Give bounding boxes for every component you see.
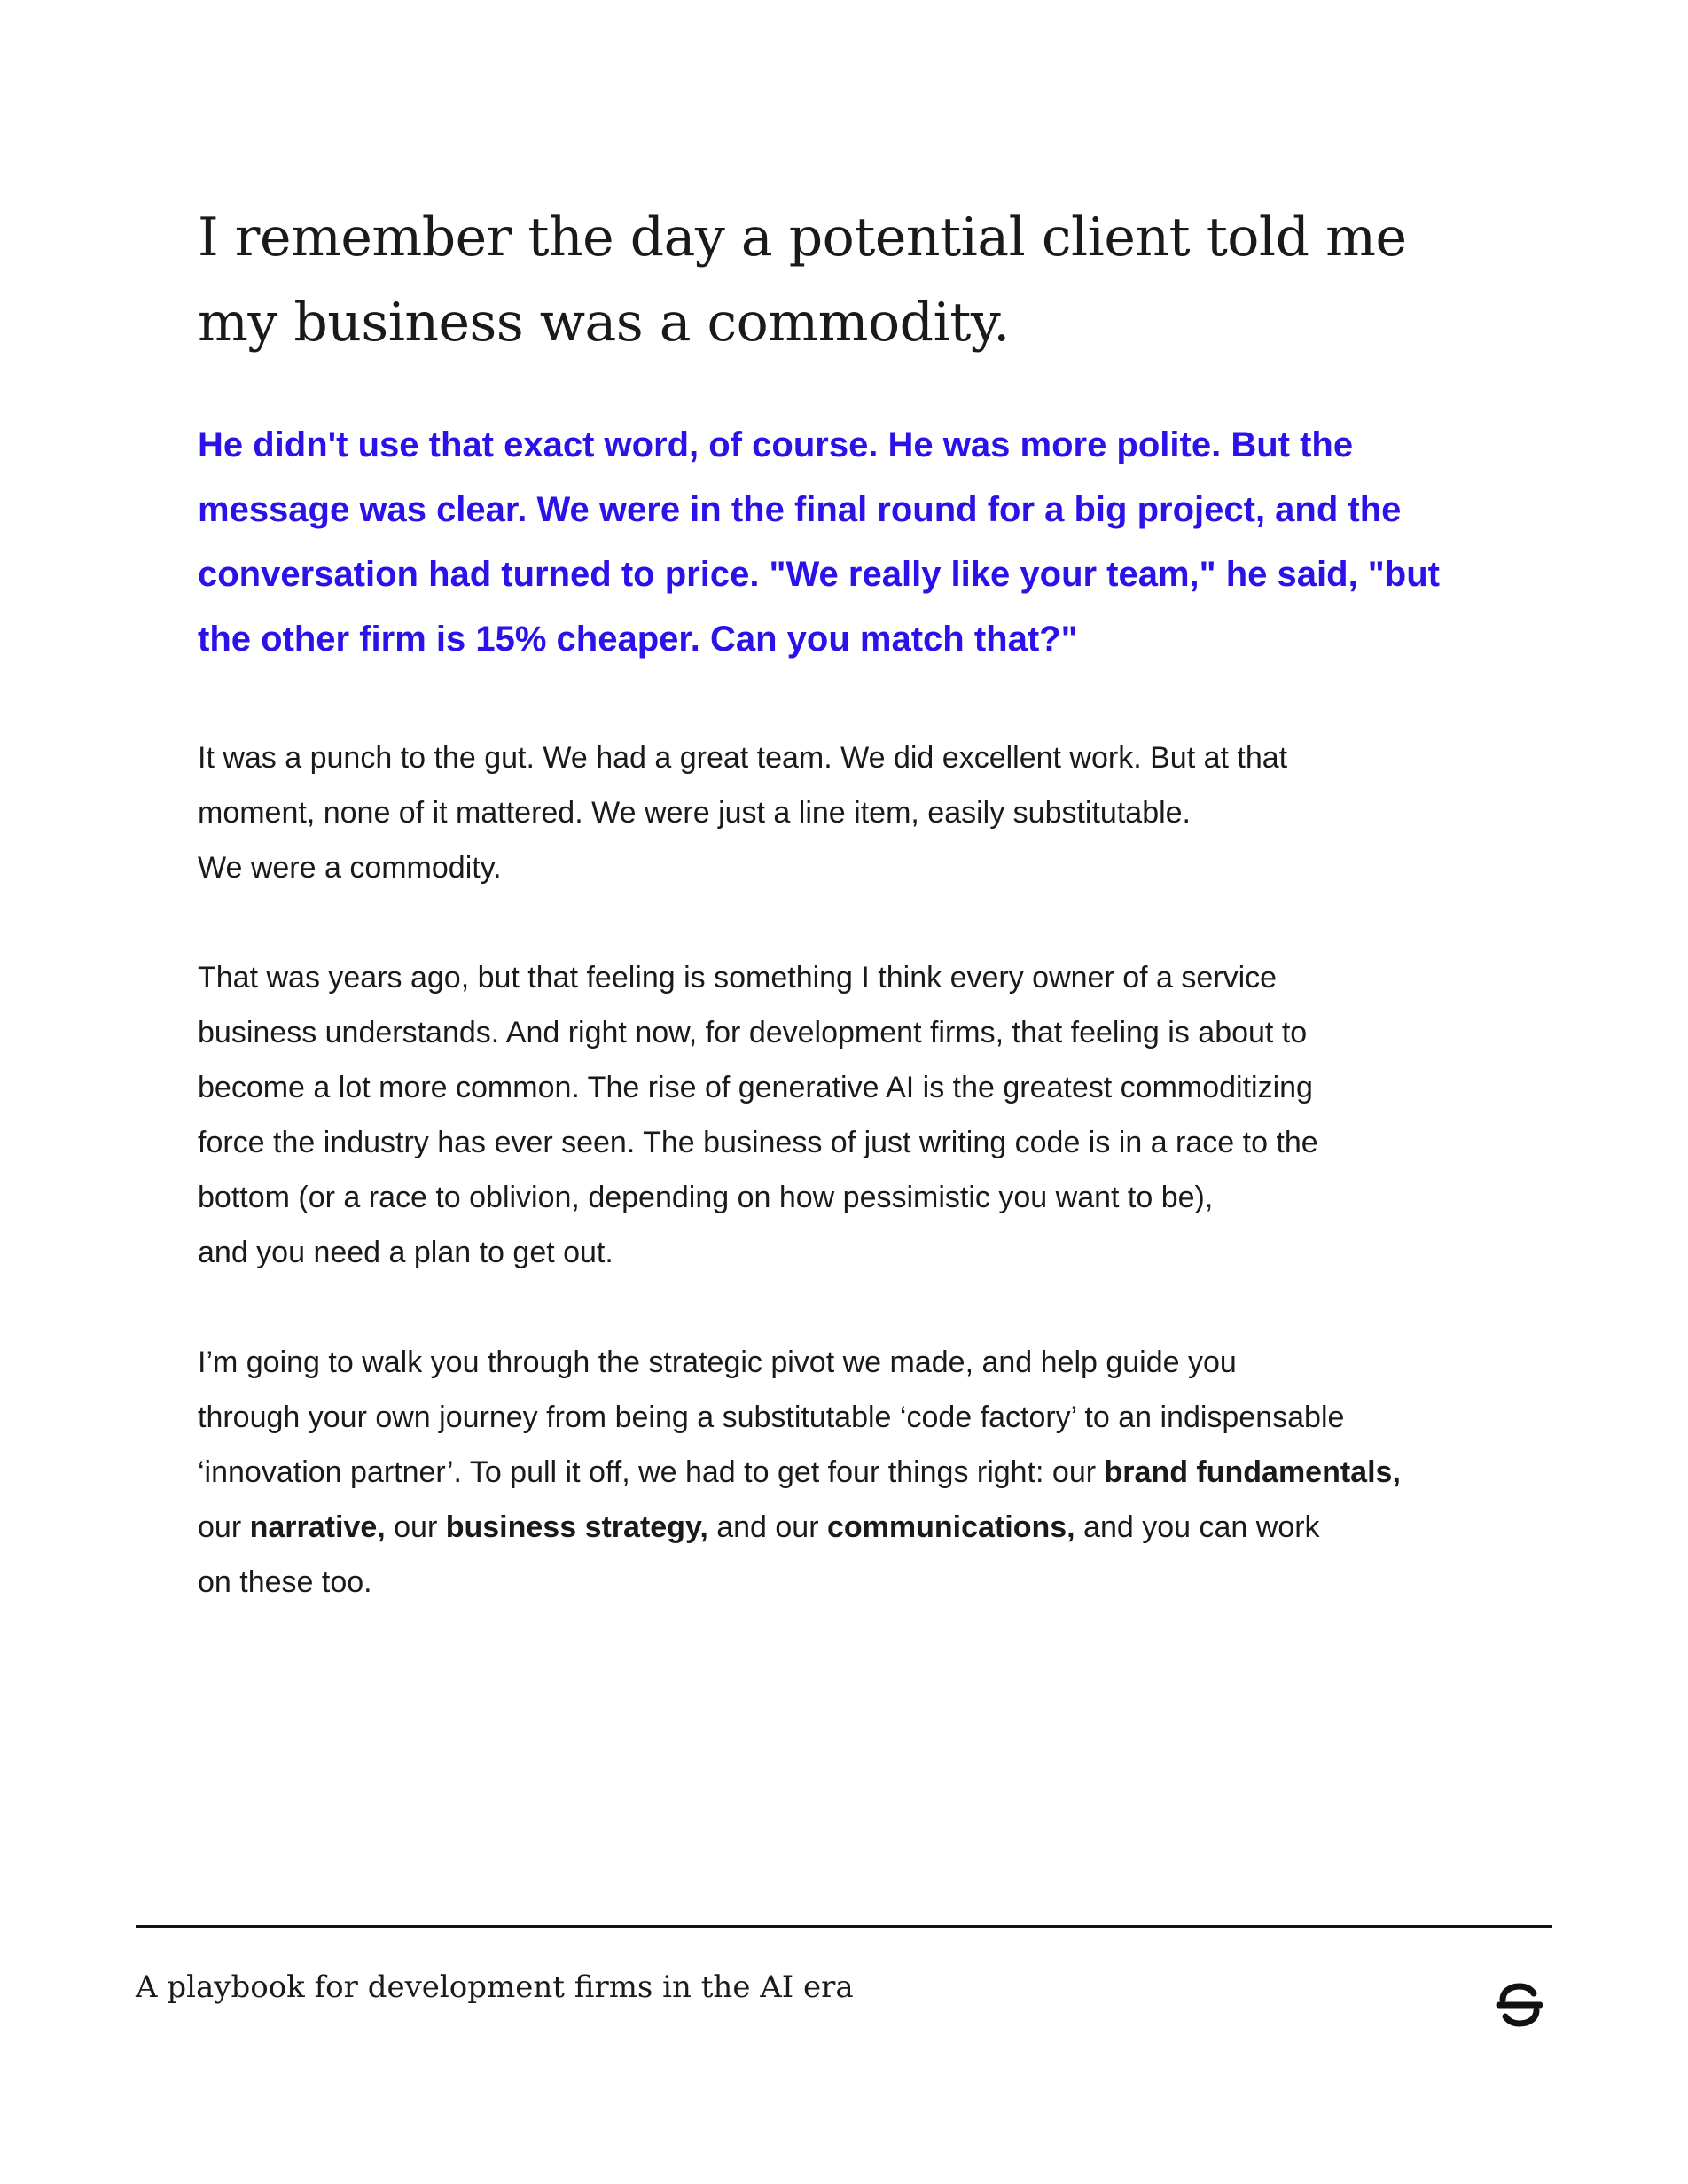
- body-text: our: [385, 1510, 446, 1544]
- body-text: and you can work: [1075, 1510, 1320, 1544]
- body-paragraph-3: [198, 1335, 1581, 1610]
- body-line: [198, 1445, 1581, 1500]
- body-line: It was a punch to the gut. We had a great team. We did excellent work. But at that: [198, 741, 1288, 775]
- body-line: bottom (or a race to oblivion, depending on how pessimistic you want to be),: [198, 1181, 1214, 1214]
- body-line: We were a commodity.: [198, 851, 502, 885]
- body-text: our: [198, 1510, 250, 1544]
- lead-line: conversation had turned to price. "We really like your team," he said, "but: [198, 555, 1440, 594]
- heading-line: I remember the day a potential client told me: [198, 207, 1407, 269]
- emphasis-communications: communications,: [827, 1510, 1075, 1544]
- s-logo-icon: [1495, 1980, 1544, 2030]
- emphasis-narrative: narrative,: [249, 1510, 386, 1544]
- footer-title: A playbook for development firms in the AI era: [136, 1970, 854, 2005]
- emphasis-brand-fundamentals: brand fundamentals,: [1104, 1455, 1401, 1489]
- body-paragraph-2: [198, 950, 1581, 1280]
- page-heading: [198, 195, 1528, 365]
- lead-paragraph: [198, 413, 1581, 672]
- body-text: ‘innovation partner’. To pull it off, we had to get four things right: our: [198, 1455, 1105, 1489]
- body-line: and you need a plan to get out.: [198, 1236, 613, 1269]
- body-line: on these too.: [198, 1565, 372, 1599]
- lead-line: message was clear. We were in the final round for a big project, and the: [198, 490, 1402, 529]
- emphasis-business-strategy: business strategy,: [445, 1510, 708, 1544]
- body-line: moment, none of it mattered. We were just a line item, easily substitutable.: [198, 796, 1192, 830]
- body-line: through your own journey from being a substitutable ‘code factory’ to an indispensable: [198, 1400, 1345, 1434]
- lead-line: He didn't use that exact word, of course. He was more polite. But the: [198, 425, 1354, 464]
- body-line: [198, 1500, 1581, 1555]
- footer-divider: [136, 1925, 1552, 1928]
- body-text: and our: [707, 1510, 827, 1544]
- body-line: business understands. And right now, for development firms, that feeling is about to: [198, 1016, 1308, 1049]
- lead-line: the other firm is 15% cheaper. Can you match that?": [198, 620, 1078, 659]
- body-line: I’m going to walk you through the strategic pivot we made, and help guide you: [198, 1346, 1237, 1379]
- heading-line: my business was a commodity.: [198, 292, 1010, 354]
- body-line: That was years ago, but that feeling is something I think every owner of a service: [198, 961, 1278, 994]
- body-line: force the industry has ever seen. The business of just writing code is in a race to the: [198, 1126, 1318, 1159]
- body-line: become a lot more common. The rise of generative AI is the greatest commoditizing: [198, 1071, 1313, 1104]
- body-paragraph-1: [198, 730, 1581, 895]
